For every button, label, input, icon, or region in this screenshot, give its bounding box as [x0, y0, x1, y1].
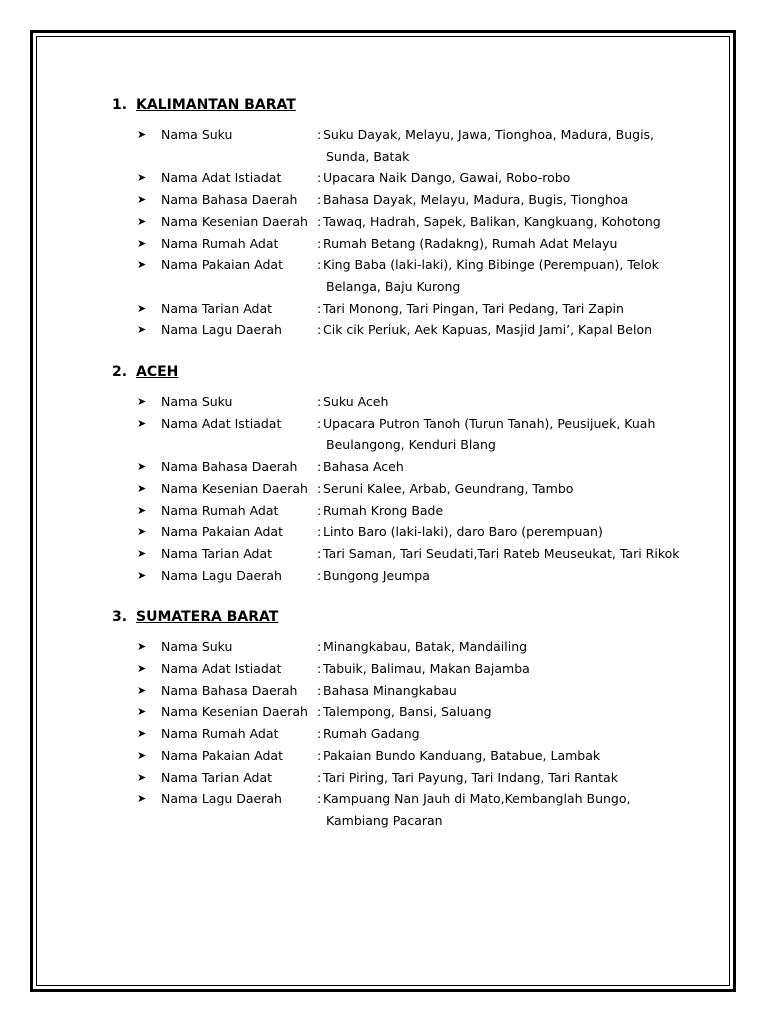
colon-separator: :	[317, 726, 322, 742]
item-value-line: Kampuang Nan Jauh di Mato,Kembanglah Bungo,	[323, 791, 631, 807]
item-value-line: Bahasa Aceh	[323, 459, 404, 475]
colon-separator: :	[317, 127, 322, 142]
section-number: 2.	[112, 364, 128, 381]
list-item	[112, 413, 712, 456]
item-value-line: Tari Saman, Tari Seudati,Tari Rateb Meuseukat, Tari Rikok	[323, 545, 680, 561]
item-label: Nama Adat Istiadat	[161, 170, 282, 186]
item-value	[323, 500, 685, 522]
arrow-bullet-icon: ➤	[137, 214, 147, 228]
colon-separator: :	[317, 639, 322, 655]
item-label: Nama Pakaian Adat	[161, 257, 283, 273]
list-item	[112, 500, 712, 522]
colon-separator: :	[317, 661, 322, 677]
list-item	[112, 189, 712, 211]
item-label: Nama Kesenian Daerah	[161, 213, 308, 229]
item-value	[323, 167, 685, 189]
item-label: Nama Tarian Adat	[161, 300, 273, 316]
item-value-continuation: Sunda, Batak	[326, 148, 410, 164]
list-item	[112, 565, 712, 587]
item-value	[323, 636, 685, 658]
item-value	[323, 233, 685, 255]
item-label: Nama Bahasa Daerah	[161, 682, 298, 698]
list-item	[112, 478, 712, 500]
colon-separator: :	[317, 480, 322, 496]
item-value	[323, 543, 685, 565]
list-item	[112, 167, 712, 189]
colon-separator: :	[317, 322, 322, 338]
list-item	[112, 745, 712, 767]
item-label: Nama Tarian Adat	[161, 545, 273, 561]
arrow-bullet-icon: ➤	[137, 301, 147, 315]
list-item	[112, 767, 712, 789]
list-item	[112, 233, 712, 255]
arrow-bullet-icon: ➤	[137, 460, 147, 474]
section-title: SUMATERA BARAT	[136, 609, 279, 626]
section-number: 1.	[112, 97, 128, 113]
colon-separator: :	[317, 747, 322, 763]
item-label: Nama Pakaian Adat	[161, 747, 283, 763]
colon-separator: :	[317, 545, 322, 561]
item-value	[323, 767, 685, 789]
colon-separator: :	[317, 394, 322, 410]
colon-separator: :	[317, 769, 322, 785]
item-value	[323, 413, 685, 456]
item-label: Nama Adat Istiadat	[161, 415, 282, 431]
colon-separator: :	[317, 415, 322, 431]
arrow-bullet-icon: ➤	[137, 481, 147, 495]
item-value	[323, 658, 685, 680]
item-label: Nama Lagu Daerah	[161, 322, 282, 338]
item-value-line: Rumah Krong Bade	[323, 502, 444, 518]
arrow-bullet-icon: ➤	[137, 171, 147, 185]
item-label: Nama Kesenian Daerah	[161, 704, 308, 720]
arrow-bullet-icon: ➤	[137, 395, 147, 409]
item-label: Nama Bahasa Daerah	[161, 459, 298, 475]
list-item	[112, 788, 712, 831]
item-label: Nama Lagu Daerah	[161, 567, 282, 583]
item-value-line: Cik cik Periuk, Aek Kapuas, Masjid Jami’, Kapal Belon	[323, 322, 653, 338]
section-heading	[112, 361, 712, 383]
section	[112, 606, 712, 831]
item-label: Nama Lagu Daerah	[161, 791, 282, 807]
item-value-line: Upacara Naik Dango, Gawai, Robo-robo	[323, 170, 571, 186]
arrow-bullet-icon: ➤	[137, 503, 147, 517]
list-item	[112, 124, 712, 167]
item-value-line: Tari Monong, Tari Pingan, Tari Pedang, Tari Zapin	[323, 300, 624, 316]
list-item	[112, 298, 712, 320]
list-item	[112, 319, 712, 341]
item-label: Nama Rumah Adat	[161, 235, 279, 251]
item-value-line: Tawaq, Hadrah, Sapek, Balikan, Kangkuang, Kohotong	[323, 213, 661, 229]
item-value-line: Talempong, Bansi, Saluang	[323, 704, 492, 720]
item-value-line: Rumah Betang (Radakng), Rumah Adat Melayu	[323, 235, 618, 251]
list-item	[112, 701, 712, 723]
list-item	[112, 254, 712, 297]
item-value	[323, 701, 685, 723]
arrow-bullet-icon: ➤	[137, 748, 147, 762]
arrow-bullet-icon: ➤	[137, 128, 147, 141]
item-label: Nama Kesenian Daerah	[161, 480, 308, 496]
item-value-line: Tabuik, Balimau, Makan Bajamba	[323, 661, 530, 677]
item-value	[323, 319, 685, 341]
section	[112, 361, 712, 586]
arrow-bullet-icon: ➤	[137, 727, 147, 741]
colon-separator: :	[317, 192, 322, 208]
colon-separator: :	[317, 300, 322, 316]
colon-separator: :	[317, 257, 322, 273]
list-item	[112, 521, 712, 543]
item-value-line: Suku Dayak, Melayu, Jawa, Tionghoa, Madura, Bugis,	[323, 127, 655, 142]
list-item	[112, 456, 712, 478]
item-value-line: Suku Aceh	[323, 394, 389, 410]
item-value	[323, 189, 685, 211]
list-item	[112, 658, 712, 680]
item-value	[323, 211, 685, 233]
arrow-bullet-icon: ➤	[137, 792, 147, 806]
item-value-line: Rumah Gadang	[323, 726, 420, 742]
item-label: Nama Suku	[161, 394, 233, 410]
arrow-bullet-icon: ➤	[137, 546, 147, 560]
item-label: Nama Pakaian Adat	[161, 524, 283, 540]
item-value-line: Pakaian Bundo Kanduang, Batabue, Lambak	[323, 747, 601, 763]
document-content	[112, 94, 712, 852]
item-label: Nama Suku	[161, 127, 233, 142]
item-value-continuation: Belanga, Baju Kurong	[326, 278, 461, 294]
arrow-bullet-icon: ➤	[137, 525, 147, 539]
arrow-bullet-icon: ➤	[137, 662, 147, 676]
arrow-bullet-icon: ➤	[137, 236, 147, 250]
item-value	[323, 680, 685, 702]
item-value-line: Bungong Jeumpa	[323, 567, 430, 583]
arrow-bullet-icon: ➤	[137, 258, 147, 272]
item-label: Nama Suku	[161, 639, 233, 655]
arrow-bullet-icon: ➤	[137, 683, 147, 697]
item-value	[323, 298, 685, 320]
item-value-line: King Baba (laki-laki), King Bibinge (Perempuan), Telok	[323, 257, 659, 273]
item-value-line: Tari Piring, Tari Payung, Tari Indang, Tari Rantak	[323, 769, 618, 785]
list-item	[112, 391, 712, 413]
item-value	[323, 124, 685, 167]
list-item	[112, 211, 712, 233]
item-value-continuation: Beulangong, Kenduri Blang	[326, 437, 496, 453]
arrow-bullet-icon: ➤	[137, 568, 147, 582]
item-value-line: Seruni Kalee, Arbab, Geundrang, Tambo	[323, 480, 574, 496]
colon-separator: :	[317, 213, 322, 229]
item-value-line: Linto Baro (laki-laki), daro Baro (perempuan)	[323, 524, 603, 540]
item-value-line: Upacara Putron Tanoh (Turun Tanah), Peusijuek, Kuah	[323, 415, 656, 431]
item-value-continuation: Kambiang Pacaran	[326, 812, 443, 828]
item-value	[323, 723, 685, 745]
list-item	[112, 680, 712, 702]
item-value-line: Minangkabau, Batak, Mandailing	[323, 639, 528, 655]
colon-separator: :	[317, 791, 322, 807]
list-item	[112, 636, 712, 658]
item-value	[323, 254, 685, 297]
arrow-bullet-icon: ➤	[137, 640, 147, 654]
section-title: KALIMANTAN BARAT	[136, 97, 296, 113]
arrow-bullet-icon: ➤	[137, 770, 147, 784]
item-value-line: Bahasa Dayak, Melayu, Madura, Bugis, Tionghoa	[323, 192, 629, 208]
section-number: 3.	[112, 609, 128, 626]
list-item	[112, 543, 712, 565]
arrow-bullet-icon: ➤	[137, 705, 147, 719]
colon-separator: :	[317, 170, 322, 186]
item-label: Nama Rumah Adat	[161, 726, 279, 742]
item-value	[323, 788, 685, 831]
colon-separator: :	[317, 682, 322, 698]
item-label: Nama Rumah Adat	[161, 502, 279, 518]
colon-separator: :	[317, 524, 322, 540]
section	[112, 94, 712, 341]
item-value-line: Bahasa Minangkabau	[323, 682, 457, 698]
item-value	[323, 456, 685, 478]
item-value	[323, 565, 685, 587]
arrow-bullet-icon: ➤	[137, 323, 147, 337]
item-label: Nama Adat Istiadat	[161, 661, 282, 677]
item-value	[323, 391, 685, 413]
section-title: ACEH	[136, 364, 179, 381]
arrow-bullet-icon: ➤	[137, 193, 147, 207]
colon-separator: :	[317, 235, 322, 251]
list-item	[112, 723, 712, 745]
section-heading	[112, 94, 712, 116]
colon-separator: :	[317, 459, 322, 475]
item-label: Nama Tarian Adat	[161, 769, 273, 785]
colon-separator: :	[317, 502, 322, 518]
arrow-bullet-icon: ➤	[137, 416, 147, 430]
item-label: Nama Bahasa Daerah	[161, 192, 298, 208]
colon-separator: :	[317, 567, 322, 583]
item-value	[323, 745, 685, 767]
item-value	[323, 478, 685, 500]
item-value	[323, 521, 685, 543]
section-heading	[112, 606, 712, 628]
colon-separator: :	[317, 704, 322, 720]
